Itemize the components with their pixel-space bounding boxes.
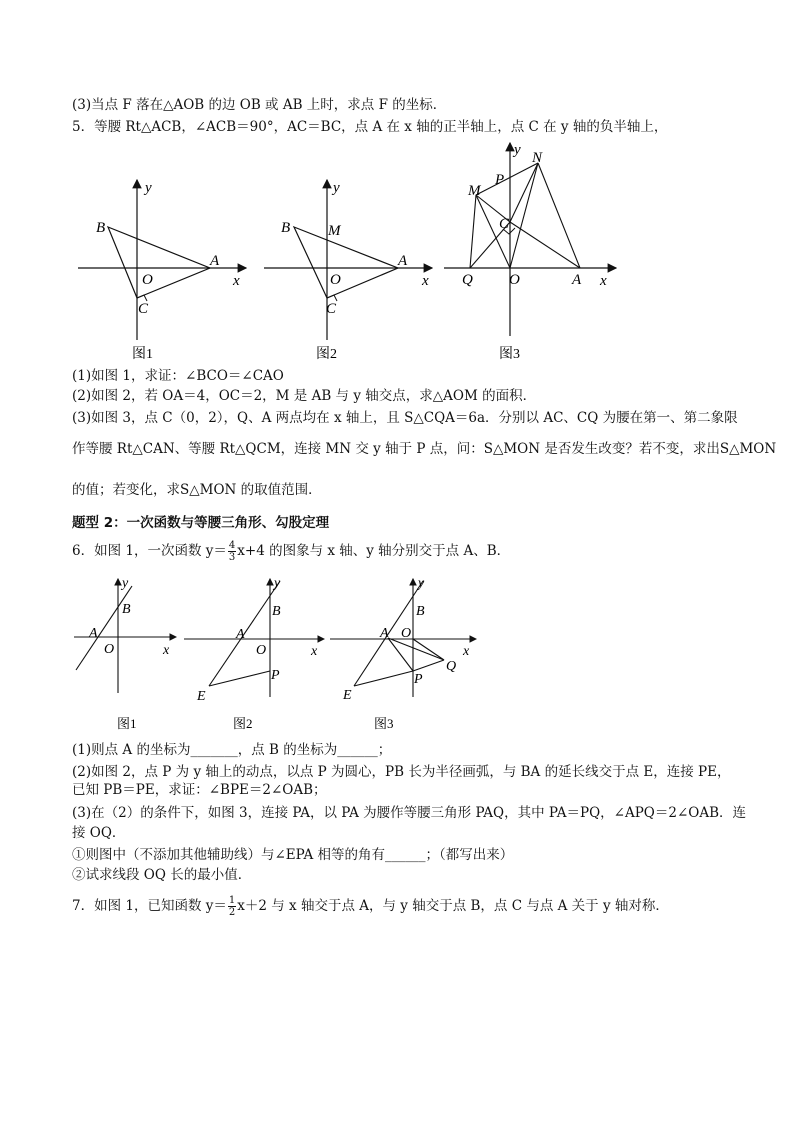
label-o: O bbox=[330, 272, 341, 288]
label-y: y bbox=[274, 576, 281, 591]
label-x: x bbox=[463, 644, 470, 659]
q6-frac-den: 3 bbox=[228, 552, 236, 563]
q5-part3-line2: 作等腰 Rt△CAN、等腰 Rt△QCM，连接 MN 交 y 轴于 P 点，问：S△MON 是否发生改变？若不变，求出S△MON bbox=[72, 441, 777, 457]
segment-mq bbox=[470, 195, 476, 268]
caption-fig3: 图3 bbox=[374, 716, 394, 731]
segment-mn bbox=[476, 163, 538, 195]
label-p: P bbox=[271, 668, 280, 683]
label-a: A bbox=[380, 626, 389, 641]
caption-fig2: 图2 bbox=[316, 347, 337, 362]
q6-stem-suffix: x+4 的图象与 x 轴、y 轴分别交于点 A、B． bbox=[237, 543, 511, 559]
q6-fraction bbox=[228, 540, 236, 563]
label-y: y bbox=[333, 180, 340, 196]
q5-figure-1 bbox=[70, 172, 250, 362]
q5-part3-line1: (3)如图 3，点 C（0，2），Q、A 两点均在 x 轴上，且 S△CQA＝6a．分别以 AC、CQ 为腰在第一、第二象限 bbox=[72, 410, 738, 426]
label-x: x bbox=[311, 644, 318, 659]
label-a: A bbox=[572, 272, 582, 288]
q7-stem bbox=[72, 895, 669, 918]
label-a: A bbox=[89, 626, 98, 641]
q6-frac-num: 4 bbox=[228, 540, 236, 551]
label-x: x bbox=[600, 273, 607, 289]
caption-fig1: 图1 bbox=[117, 716, 137, 731]
q7-frac-num: 1 bbox=[228, 895, 236, 906]
label-a: A bbox=[398, 253, 408, 269]
q5-figure-3 bbox=[440, 140, 620, 362]
triangle-acb bbox=[108, 227, 210, 298]
label-c: C bbox=[499, 216, 510, 232]
q6-figure-3 bbox=[328, 575, 478, 735]
segment-na bbox=[538, 163, 580, 268]
label-e: E bbox=[343, 688, 352, 703]
q7-fraction bbox=[228, 895, 236, 918]
label-e: E bbox=[197, 689, 206, 704]
label-m: M bbox=[328, 223, 341, 239]
q6-sub2: ②试求线段 OQ 长的最小值． bbox=[72, 867, 252, 883]
q6-part3-line2: 接 OQ． bbox=[72, 825, 126, 841]
q5-stem: 5．等腰 Rt△ACB，∠ACB＝90°，AC＝BC，点 A 在 x 轴的正半轴上，点 C 在 y 轴的负半轴上， bbox=[72, 119, 668, 135]
label-b: B bbox=[272, 604, 281, 619]
q7-stem-suffix: x＋2 与 x 轴交于点 A，与 y 轴交于点 B，点 C 与点 A 关于 y 轴对称． bbox=[237, 898, 669, 914]
q4-part3: (3)当点 F 落在△AOB 的边 OB 或 AB 上时，求点 F 的坐标． bbox=[72, 97, 447, 113]
segment-cn bbox=[510, 163, 538, 222]
q6-figure-2 bbox=[182, 575, 327, 735]
label-y: y bbox=[145, 180, 152, 196]
label-b: B bbox=[96, 220, 106, 236]
q6-sub1: ①则图中（不添加其他辅助线）与∠EPA 相等的角有______；（都写出来） bbox=[72, 847, 514, 863]
label-o: O bbox=[509, 272, 520, 288]
label-a: A bbox=[236, 627, 245, 642]
label-o: O bbox=[401, 626, 412, 641]
label-q: Q bbox=[446, 659, 457, 674]
q5-part3-line3: 的值；若变化，求S△MON 的取值范围． bbox=[72, 482, 322, 498]
label-o: O bbox=[104, 642, 115, 657]
label-p: P bbox=[414, 672, 423, 687]
q5-figure-2 bbox=[256, 172, 436, 362]
q6-stem-prefix: 6．如图 1，一次函数 y＝ bbox=[72, 543, 227, 559]
q7-frac-den: 2 bbox=[228, 907, 236, 918]
label-a: A bbox=[210, 253, 220, 269]
label-n: N bbox=[532, 150, 543, 166]
label-o: O bbox=[142, 272, 153, 288]
label-q: Q bbox=[462, 272, 473, 288]
q6-part2-line2: 已知 PB＝PE，求证：∠BPE＝2∠OAB； bbox=[72, 782, 327, 798]
q6-figure-1 bbox=[70, 575, 180, 735]
label-o: O bbox=[256, 643, 267, 658]
label-p: P bbox=[495, 172, 505, 188]
label-c: C bbox=[326, 301, 337, 317]
label-c: C bbox=[138, 301, 149, 317]
q6-stem bbox=[72, 540, 510, 563]
triangle-acb bbox=[294, 227, 398, 298]
label-y: y bbox=[122, 576, 129, 591]
caption-fig2: 图2 bbox=[233, 716, 253, 731]
label-x: x bbox=[422, 273, 429, 289]
q6-part2-line1: (2)如图 2，点 P 为 y 轴上的动点，以点 P 为圆心，PB 长为半径画弧，与 BA 的延长线交于点 E，连接 PE， bbox=[72, 764, 731, 780]
segment-no bbox=[510, 163, 538, 268]
label-x: x bbox=[163, 643, 170, 658]
q5-part1: (1)如图 1，求证：∠BCO＝∠CAO bbox=[72, 368, 284, 384]
label-y: y bbox=[418, 576, 425, 591]
q7-stem-prefix: 7．如图 1，已知函数 y＝ bbox=[72, 898, 227, 914]
label-m: M bbox=[468, 183, 481, 199]
label-b: B bbox=[122, 602, 131, 617]
caption-fig1: 图1 bbox=[132, 347, 153, 362]
line-ab bbox=[76, 586, 132, 670]
label-b: B bbox=[416, 604, 425, 619]
label-y: y bbox=[514, 142, 521, 158]
section-title: 题型 2：一次函数与等腰三角形、勾股定理 bbox=[72, 515, 330, 531]
q6-part3-line1: (3)在（2）的条件下，如图 3，连接 PA，以 PA 为腰作等腰三角形 PAQ，其中 PA＝PQ，∠APQ＝2∠OAB．连 bbox=[72, 805, 746, 821]
caption-fig3: 图3 bbox=[499, 347, 520, 362]
q5-part2: (2)如图 2，若 OA＝4，OC＝2，M 是 AB 与 y 轴交点，求△AOM 的面积． bbox=[72, 388, 537, 404]
label-b: B bbox=[281, 220, 291, 236]
label-x: x bbox=[233, 273, 240, 289]
segment-pq bbox=[413, 660, 444, 671]
q6-part1: (1)则点 A 的坐标为_______，点 B 的坐标为______； bbox=[72, 742, 392, 758]
